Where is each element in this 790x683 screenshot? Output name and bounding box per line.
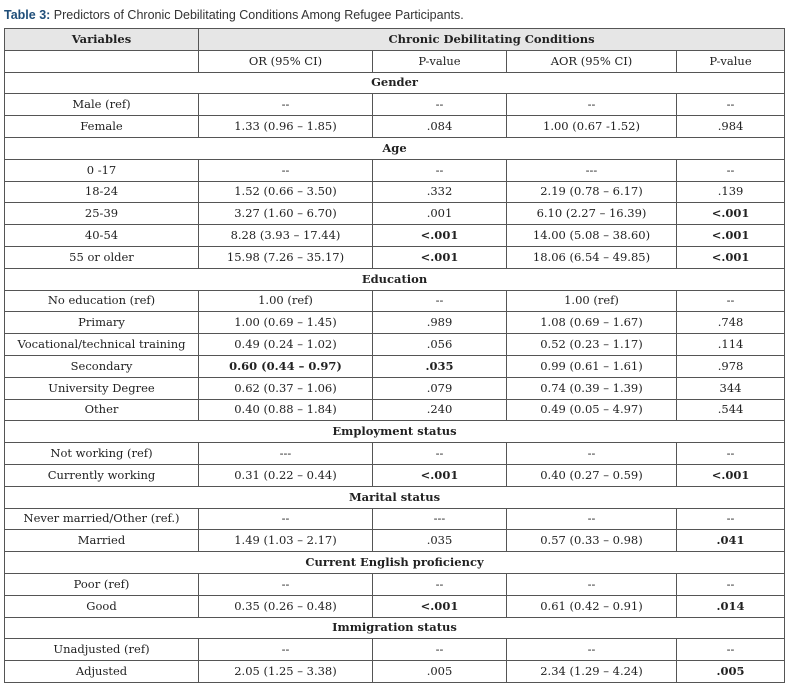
adjusted-p-value-cell: <.001 — [677, 225, 785, 247]
table-row — [5, 573, 785, 595]
adjusted-p-value-cell: -- — [677, 94, 785, 116]
variable-label: 40-54 — [5, 225, 199, 247]
adjusted-p-value-cell: <.001 — [677, 464, 785, 486]
aor-cell: -- — [507, 639, 677, 661]
adjusted-p-value-cell: -- — [677, 573, 785, 595]
or-cell: 0.35 (0.26 – 0.48) — [199, 595, 373, 617]
p-value-cell: .035 — [373, 355, 507, 377]
section-title: Gender — [5, 72, 785, 94]
subheader-p-value-adjusted: P-value — [677, 50, 785, 72]
section-row — [5, 72, 785, 94]
adjusted-p-value-cell: .139 — [677, 181, 785, 203]
section-title: Education — [5, 268, 785, 290]
or-cell: -- — [199, 508, 373, 530]
adjusted-p-value-cell: .014 — [677, 595, 785, 617]
p-value-cell: .084 — [373, 116, 507, 138]
p-value-cell: .035 — [373, 530, 507, 552]
p-value-cell: -- — [373, 159, 507, 181]
or-cell: 0.62 (0.37 – 1.06) — [199, 377, 373, 399]
section-row — [5, 617, 785, 639]
caption-text: Predictors of Chronic Debilitating Conditions Among Refugee Participants. — [50, 8, 464, 22]
table-row — [5, 334, 785, 356]
table-row — [5, 530, 785, 552]
table-row — [5, 159, 785, 181]
table-row — [5, 508, 785, 530]
adjusted-p-value-cell: .978 — [677, 355, 785, 377]
variable-label: 0 -17 — [5, 159, 199, 181]
or-cell: 8.28 (3.93 – 17.44) — [199, 225, 373, 247]
p-value-cell: -- — [373, 573, 507, 595]
or-cell: 1.00 (0.69 – 1.45) — [199, 312, 373, 334]
adjusted-p-value-cell: .984 — [677, 116, 785, 138]
aor-cell: -- — [507, 443, 677, 465]
p-value-cell: .079 — [373, 377, 507, 399]
variable-label: Currently working — [5, 464, 199, 486]
section-row — [5, 552, 785, 574]
table-row — [5, 355, 785, 377]
adjusted-p-value-cell: .544 — [677, 399, 785, 421]
or-cell: 1.33 (0.96 – 1.85) — [199, 116, 373, 138]
section-title: Current English proficiency — [5, 552, 785, 574]
or-cell: 0.60 (0.44 – 0.97) — [199, 355, 373, 377]
adjusted-p-value-cell: .114 — [677, 334, 785, 356]
subheader-row — [5, 50, 785, 72]
aor-cell: 2.19 (0.78 – 6.17) — [507, 181, 677, 203]
aor-cell: 0.40 (0.27 – 0.59) — [507, 464, 677, 486]
table-row — [5, 94, 785, 116]
p-value-cell: .056 — [373, 334, 507, 356]
adjusted-p-value-cell: <.001 — [677, 203, 785, 225]
aor-cell: 2.34 (1.29 – 4.24) — [507, 661, 677, 683]
predictors-table — [4, 28, 785, 683]
p-value-cell: --- — [373, 508, 507, 530]
aor-cell: 1.08 (0.69 – 1.67) — [507, 312, 677, 334]
or-cell: -- — [199, 639, 373, 661]
aor-cell: --- — [507, 159, 677, 181]
section-title: Immigration status — [5, 617, 785, 639]
adjusted-p-value-cell: <.001 — [677, 246, 785, 268]
p-value-cell: .001 — [373, 203, 507, 225]
or-cell: -- — [199, 94, 373, 116]
variable-label: No education (ref) — [5, 290, 199, 312]
or-cell: 0.40 (0.88 – 1.84) — [199, 399, 373, 421]
table-row — [5, 464, 785, 486]
aor-cell: 1.00 (ref) — [507, 290, 677, 312]
or-cell: -- — [199, 159, 373, 181]
or-cell: 1.00 (ref) — [199, 290, 373, 312]
variables-header: Variables — [5, 29, 199, 51]
table-row — [5, 639, 785, 661]
section-row — [5, 268, 785, 290]
p-value-cell: <.001 — [373, 246, 507, 268]
variable-label: Not working (ref) — [5, 443, 199, 465]
aor-cell: 0.61 (0.42 – 0.91) — [507, 595, 677, 617]
aor-cell: 0.57 (0.33 – 0.98) — [507, 530, 677, 552]
p-value-cell: -- — [373, 443, 507, 465]
variable-label: Other — [5, 399, 199, 421]
aor-cell: 0.52 (0.23 – 1.17) — [507, 334, 677, 356]
table-row — [5, 290, 785, 312]
p-value-cell: .332 — [373, 181, 507, 203]
aor-cell: 14.00 (5.08 – 38.60) — [507, 225, 677, 247]
aor-cell: 0.49 (0.05 – 4.97) — [507, 399, 677, 421]
adjusted-p-value-cell: -- — [677, 639, 785, 661]
section-title: Age — [5, 137, 785, 159]
table-row — [5, 377, 785, 399]
adjusted-p-value-cell: 344 — [677, 377, 785, 399]
variable-label: 18-24 — [5, 181, 199, 203]
aor-cell: 18.06 (6.54 – 49.85) — [507, 246, 677, 268]
p-value-cell: -- — [373, 290, 507, 312]
p-value-cell: .989 — [373, 312, 507, 334]
variable-label: 25-39 — [5, 203, 199, 225]
variable-label: Married — [5, 530, 199, 552]
p-value-cell: -- — [373, 94, 507, 116]
aor-cell: 6.10 (2.27 – 16.39) — [507, 203, 677, 225]
variable-label: Adjusted — [5, 661, 199, 683]
section-title: Marital status — [5, 486, 785, 508]
subheader-or: OR (95% CI) — [199, 50, 373, 72]
table-row — [5, 181, 785, 203]
table-row — [5, 661, 785, 683]
p-value-cell: .005 — [373, 661, 507, 683]
adjusted-p-value-cell: -- — [677, 159, 785, 181]
adjusted-p-value-cell: -- — [677, 290, 785, 312]
adjusted-p-value-cell: -- — [677, 508, 785, 530]
table-row — [5, 595, 785, 617]
section-row — [5, 486, 785, 508]
subheader-p-value: P-value — [373, 50, 507, 72]
group-header: Chronic Debilitating Conditions — [199, 29, 785, 51]
variable-label: Unadjusted (ref) — [5, 639, 199, 661]
variable-label: University Degree — [5, 377, 199, 399]
section-row — [5, 137, 785, 159]
or-cell: 0.31 (0.22 – 0.44) — [199, 464, 373, 486]
or-cell: 15.98 (7.26 – 35.17) — [199, 246, 373, 268]
variable-label: Primary — [5, 312, 199, 334]
adjusted-p-value-cell: -- — [677, 443, 785, 465]
subheader-aor: AOR (95% CI) — [507, 50, 677, 72]
subheader-empty-cell — [5, 50, 199, 72]
variable-label: Female — [5, 116, 199, 138]
adjusted-p-value-cell: .005 — [677, 661, 785, 683]
p-value-cell: .240 — [373, 399, 507, 421]
adjusted-p-value-cell: .041 — [677, 530, 785, 552]
aor-cell: -- — [507, 573, 677, 595]
table-row — [5, 225, 785, 247]
caption-label: Table 3: — [4, 8, 51, 22]
p-value-cell: <.001 — [373, 464, 507, 486]
p-value-cell: <.001 — [373, 595, 507, 617]
variable-label: Poor (ref) — [5, 573, 199, 595]
or-cell: -- — [199, 573, 373, 595]
p-value-cell: -- — [373, 639, 507, 661]
table-row — [5, 443, 785, 465]
variable-label: Vocational/technical training — [5, 334, 199, 356]
p-value-cell: <.001 — [373, 225, 507, 247]
or-cell: 1.49 (1.03 – 2.17) — [199, 530, 373, 552]
table-row — [5, 116, 785, 138]
aor-cell: 1.00 (0.67 -1.52) — [507, 116, 677, 138]
or-cell: --- — [199, 443, 373, 465]
table-row — [5, 203, 785, 225]
variable-label: Male (ref) — [5, 94, 199, 116]
table-caption — [4, 5, 464, 25]
aor-cell: 0.99 (0.61 – 1.61) — [507, 355, 677, 377]
aor-cell: -- — [507, 508, 677, 530]
or-cell: 1.52 (0.66 – 3.50) — [199, 181, 373, 203]
variable-label: Never married/Other (ref.) — [5, 508, 199, 530]
aor-cell: -- — [507, 94, 677, 116]
variable-label: Secondary — [5, 355, 199, 377]
or-cell: 3.27 (1.60 – 6.70) — [199, 203, 373, 225]
table-row — [5, 246, 785, 268]
table-row — [5, 312, 785, 334]
header-row — [5, 29, 785, 51]
section-row — [5, 421, 785, 443]
variable-label: 55 or older — [5, 246, 199, 268]
aor-cell: 0.74 (0.39 – 1.39) — [507, 377, 677, 399]
adjusted-p-value-cell: .748 — [677, 312, 785, 334]
or-cell: 0.49 (0.24 – 1.02) — [199, 334, 373, 356]
table-row — [5, 399, 785, 421]
section-title: Employment status — [5, 421, 785, 443]
or-cell: 2.05 (1.25 – 3.38) — [199, 661, 373, 683]
variable-label: Good — [5, 595, 199, 617]
